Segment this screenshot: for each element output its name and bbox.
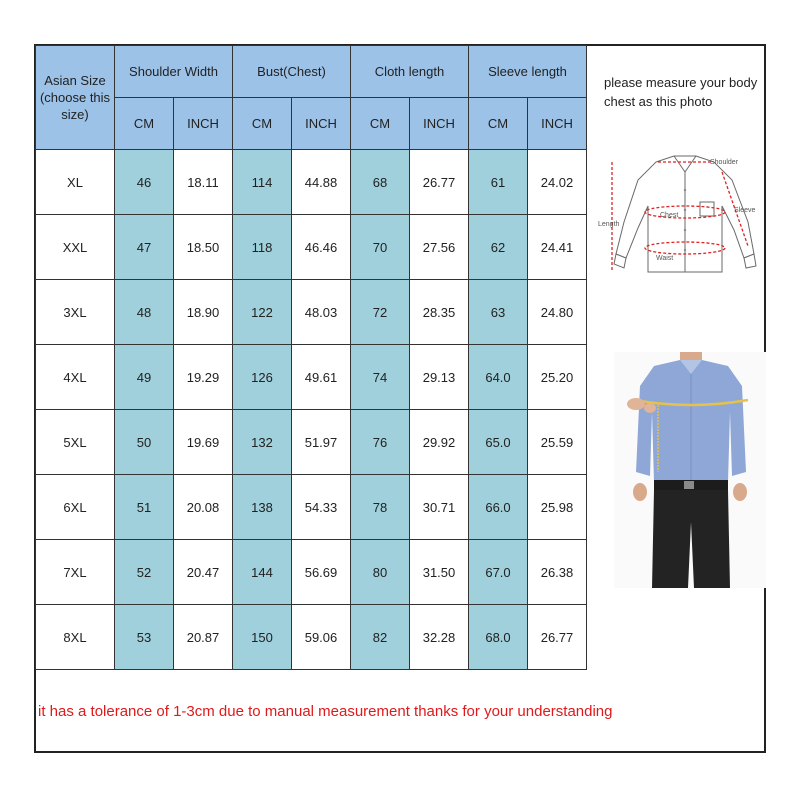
unit-inch-header: INCH [528, 98, 587, 150]
inch-value-cell: 48.03 [292, 280, 351, 345]
cm-value-cell: 82 [351, 605, 410, 670]
diagram-length-label: Length [598, 221, 620, 228]
cm-value-cell: 61 [469, 150, 528, 215]
inch-value-cell: 27.56 [410, 215, 469, 280]
man-measuring-chest-photo [614, 352, 766, 588]
cm-value-cell: 80 [351, 540, 410, 605]
inch-value-cell: 20.47 [174, 540, 233, 605]
unit-cm-header: CM [233, 98, 292, 150]
cm-value-cell: 126 [233, 345, 292, 410]
table-row [36, 540, 587, 605]
diagram-sleeve-label: Sleeve [734, 207, 756, 214]
size-cell: 5XL [36, 410, 115, 475]
cm-value-cell: 78 [351, 475, 410, 540]
inch-value-cell: 49.61 [292, 345, 351, 410]
size-cell: 6XL [36, 475, 115, 540]
tolerance-note: it has a tolerance of 1-3cm due to manual measurement thanks for your understanding [38, 703, 613, 720]
size-chart-body [36, 150, 587, 670]
table-row [36, 345, 587, 410]
cm-value-cell: 46 [115, 150, 174, 215]
inch-value-cell: 32.28 [410, 605, 469, 670]
inch-value-cell: 25.98 [528, 475, 587, 540]
inch-value-cell: 31.50 [410, 540, 469, 605]
cm-value-cell: 150 [233, 605, 292, 670]
cm-value-cell: 65.0 [469, 410, 528, 475]
unit-cm-header: CM [351, 98, 410, 150]
inch-value-cell: 18.50 [174, 215, 233, 280]
cm-value-cell: 68 [351, 150, 410, 215]
cloth-length-header: Cloth length [351, 46, 469, 98]
shoulder-width-header: Shoulder Width [115, 46, 233, 98]
diagram-chest-label: Chest [660, 212, 679, 219]
shirt-measurement-diagram [598, 150, 764, 285]
cm-value-cell: 48 [115, 280, 174, 345]
table-row [36, 215, 587, 280]
size-column-header: Asian Size (choose this size) [36, 46, 115, 150]
cm-value-cell: 114 [233, 150, 292, 215]
diagram-waist-label: Waist [656, 255, 674, 262]
cm-value-cell: 138 [233, 475, 292, 540]
inch-value-cell: 29.13 [410, 345, 469, 410]
cm-value-cell: 47 [115, 215, 174, 280]
inch-value-cell: 24.02 [528, 150, 587, 215]
table-row [36, 150, 587, 215]
cm-value-cell: 144 [233, 540, 292, 605]
cm-value-cell: 74 [351, 345, 410, 410]
inch-value-cell: 44.88 [292, 150, 351, 215]
size-cell: XXL [36, 215, 115, 280]
inch-value-cell: 29.92 [410, 410, 469, 475]
diagram-shoulder-label: Shoulder [710, 159, 739, 166]
table-row [36, 605, 587, 670]
cm-value-cell: 67.0 [469, 540, 528, 605]
inch-value-cell: 25.20 [528, 345, 587, 410]
cm-value-cell: 68.0 [469, 605, 528, 670]
cm-value-cell: 66.0 [469, 475, 528, 540]
cm-value-cell: 62 [469, 215, 528, 280]
cm-value-cell: 76 [351, 410, 410, 475]
cm-value-cell: 53 [115, 605, 174, 670]
size-cell: XL [36, 150, 115, 215]
cm-value-cell: 122 [233, 280, 292, 345]
cm-value-cell: 50 [115, 410, 174, 475]
cm-value-cell: 118 [233, 215, 292, 280]
table-row [36, 280, 587, 345]
inch-value-cell: 28.35 [410, 280, 469, 345]
inch-value-cell: 56.69 [292, 540, 351, 605]
inch-value-cell: 25.59 [528, 410, 587, 475]
unit-inch-header: INCH [292, 98, 351, 150]
inch-value-cell: 51.97 [292, 410, 351, 475]
cm-value-cell: 132 [233, 410, 292, 475]
table-row [36, 475, 587, 540]
table-row [36, 410, 587, 475]
inch-value-cell: 54.33 [292, 475, 351, 540]
cm-value-cell: 52 [115, 540, 174, 605]
inch-value-cell: 26.38 [528, 540, 587, 605]
inch-value-cell: 19.69 [174, 410, 233, 475]
size-cell: 4XL [36, 345, 115, 410]
cm-value-cell: 72 [351, 280, 410, 345]
bust-chest-header: Bust(Chest) [233, 46, 351, 98]
inch-value-cell: 18.11 [174, 150, 233, 215]
inch-value-cell: 24.80 [528, 280, 587, 345]
inch-value-cell: 26.77 [410, 150, 469, 215]
size-cell: 8XL [36, 605, 115, 670]
size-cell: 3XL [36, 280, 115, 345]
inch-value-cell: 19.29 [174, 345, 233, 410]
size-cell: 7XL [36, 540, 115, 605]
cm-value-cell: 64.0 [469, 345, 528, 410]
inch-value-cell: 46.46 [292, 215, 351, 280]
cm-value-cell: 49 [115, 345, 174, 410]
size-chart-table [35, 45, 587, 670]
inch-value-cell: 26.77 [528, 605, 587, 670]
unit-cm-header: CM [469, 98, 528, 150]
cm-value-cell: 70 [351, 215, 410, 280]
cm-value-cell: 51 [115, 475, 174, 540]
inch-value-cell: 30.71 [410, 475, 469, 540]
inch-value-cell: 20.87 [174, 605, 233, 670]
inch-value-cell: 59.06 [292, 605, 351, 670]
cm-value-cell: 63 [469, 280, 528, 345]
inch-value-cell: 18.90 [174, 280, 233, 345]
unit-inch-header: INCH [410, 98, 469, 150]
measure-instruction-text: please measure your body chest as this photo [604, 75, 758, 109]
inch-value-cell: 20.08 [174, 475, 233, 540]
inch-value-cell: 24.41 [528, 215, 587, 280]
sleeve-length-header: Sleeve length [469, 46, 587, 98]
unit-cm-header: CM [115, 98, 174, 150]
unit-inch-header: INCH [174, 98, 233, 150]
